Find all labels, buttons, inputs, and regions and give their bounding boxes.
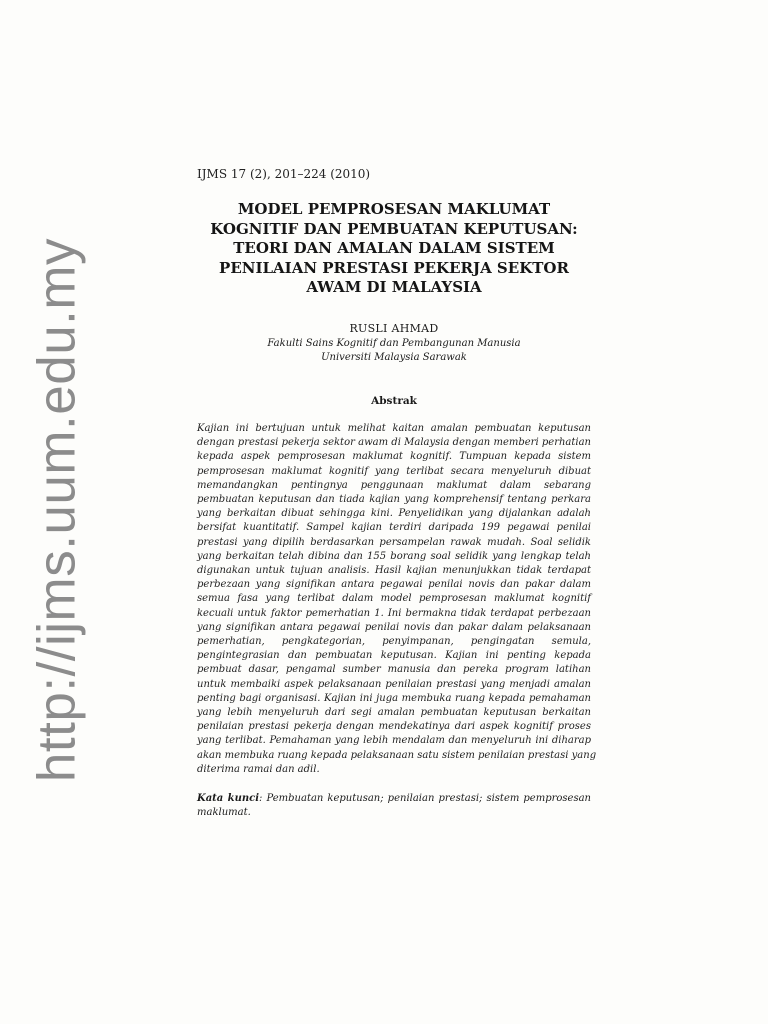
- keywords-label: Kata kunci: [197, 793, 260, 804]
- keywords-text: : Pembuatan keputusan; penilaian prestasi; sistem pemprosesan: [259, 793, 591, 804]
- abstract-line: yang berkaitan telah dibina dan 155 borang soal selidik yang lengkap telah: [197, 550, 591, 562]
- title-line: TEORI DAN AMALAN DALAM SISTEM: [233, 239, 555, 257]
- title-line: KOGNITIF DAN PEMBUATAN KEPUTUSAN:: [210, 219, 578, 238]
- abstract-line: pembuat dasar, pengamal sumber manusia dan pereka program latihan: [197, 664, 591, 676]
- abstract-line: prestasi yang dipilih berdasarkan persampelan rawak mudah. Soal selidik: [197, 536, 591, 548]
- title-line: PENILAIAN PRESTASI PEKERJA SEKTOR: [219, 258, 569, 277]
- abstract-line: kecuali untuk faktor pemerhatian 1. Ini bermakna tidak terdapat perbezaan: [197, 607, 591, 619]
- abstract-line: pemerhatian, pengkategorian, penyimpanan, pengingatan semula,: [197, 636, 591, 648]
- abstract-line: penilaian prestasi pekerja dengan mendekatinya dari aspek kognitif proses: [197, 721, 591, 733]
- abstract-line: yang signifikan antara pegawai penilai novis dan pakar dalam pelaksanaan: [197, 621, 591, 633]
- abstract-line: Kajian ini bertujuan untuk melihat kaitan amalan pembuatan keputusan: [197, 423, 591, 434]
- abstract-line: digunakan untuk tujuan analisis. Hasil kajian menunjukkan tidak terdapat: [197, 565, 591, 577]
- abstract-line: penting bagi organisasi. Kajian ini juga membuka ruang kepada pemahaman: [197, 692, 591, 704]
- abstract-line: yang terlibat. Pemahaman yang lebih mendalam dan menyeluruh ini diharap: [197, 735, 591, 747]
- abstract-heading: Abstrak: [371, 395, 417, 407]
- abstract-line: untuk membaiki aspek pelaksanaan penilaian prestasi yang menjadi amalan: [197, 678, 591, 690]
- abstract-line: perbezaan yang signifikan antara pegawai penilai novis dan pakar dalam: [197, 579, 591, 591]
- journal-citation: IJMS 17 (2), 201–224 (2010): [197, 167, 371, 181]
- keywords-line: maklumat.: [197, 807, 251, 819]
- abstract-line: akan membuka ruang kepada pelaksanaan satu sistem penilaian prestasi yang: [197, 749, 597, 761]
- abstract-line: semua fasa yang terlibat dalam model pemprosesan maklumat kognitif: [197, 593, 591, 605]
- author-name: RUSLI AHMAD: [349, 322, 439, 335]
- abstract-line: kepada aspek pemprosesan maklumat kognitif. Tumpuan kepada sistem: [197, 451, 591, 463]
- abstract-line: dengan prestasi pekerja sektor awam di Malaysia dengan memberi perhatian: [197, 437, 591, 449]
- abstract-body: [197, 422, 597, 777]
- title-line: AWAM DI MALAYSIA: [306, 278, 482, 296]
- keywords-line: [197, 792, 591, 806]
- abstract-line: diterima ramai dan adil.: [197, 763, 320, 775]
- abstract-line: pemprosesan maklumat kognitif yang terlibat secara menyeluruh dibuat: [197, 465, 591, 477]
- affiliation-university: Universiti Malaysia Sarawak: [321, 352, 467, 363]
- title-line: MODEL PEMPROSESAN MAKLUMAT: [237, 200, 551, 218]
- abstract-line: pembuatan keputusan dan tiada kajian yang komprehensif tentang perkara: [197, 494, 591, 506]
- keywords-block: [197, 792, 591, 820]
- url-watermark: http://ijms.uum.edu.my: [27, 237, 87, 783]
- abstract-line: yang berkaitan dibuat sehingga kini. Penyelidikan yang dijalankan adalah: [197, 508, 591, 520]
- abstract-line: yang lebih menyeluruh dari segi amalan pembuatan keputusan berkaitan: [197, 707, 591, 719]
- affiliation-faculty: Fakulti Sains Kognitif dan Pembangunan Manusia: [267, 338, 521, 349]
- abstract-line: memandangkan pentingnya penggunaan maklumat dalam sebarang: [197, 479, 591, 491]
- abstract-line: pengintegrasian dan pembuatan keputusan. Kajian ini penting kepada: [197, 650, 591, 662]
- abstract-line: bersifat kuantitatif. Sampel kajian terdiri daripada 199 pegawai penilai: [197, 522, 591, 534]
- article-title: [197, 200, 591, 298]
